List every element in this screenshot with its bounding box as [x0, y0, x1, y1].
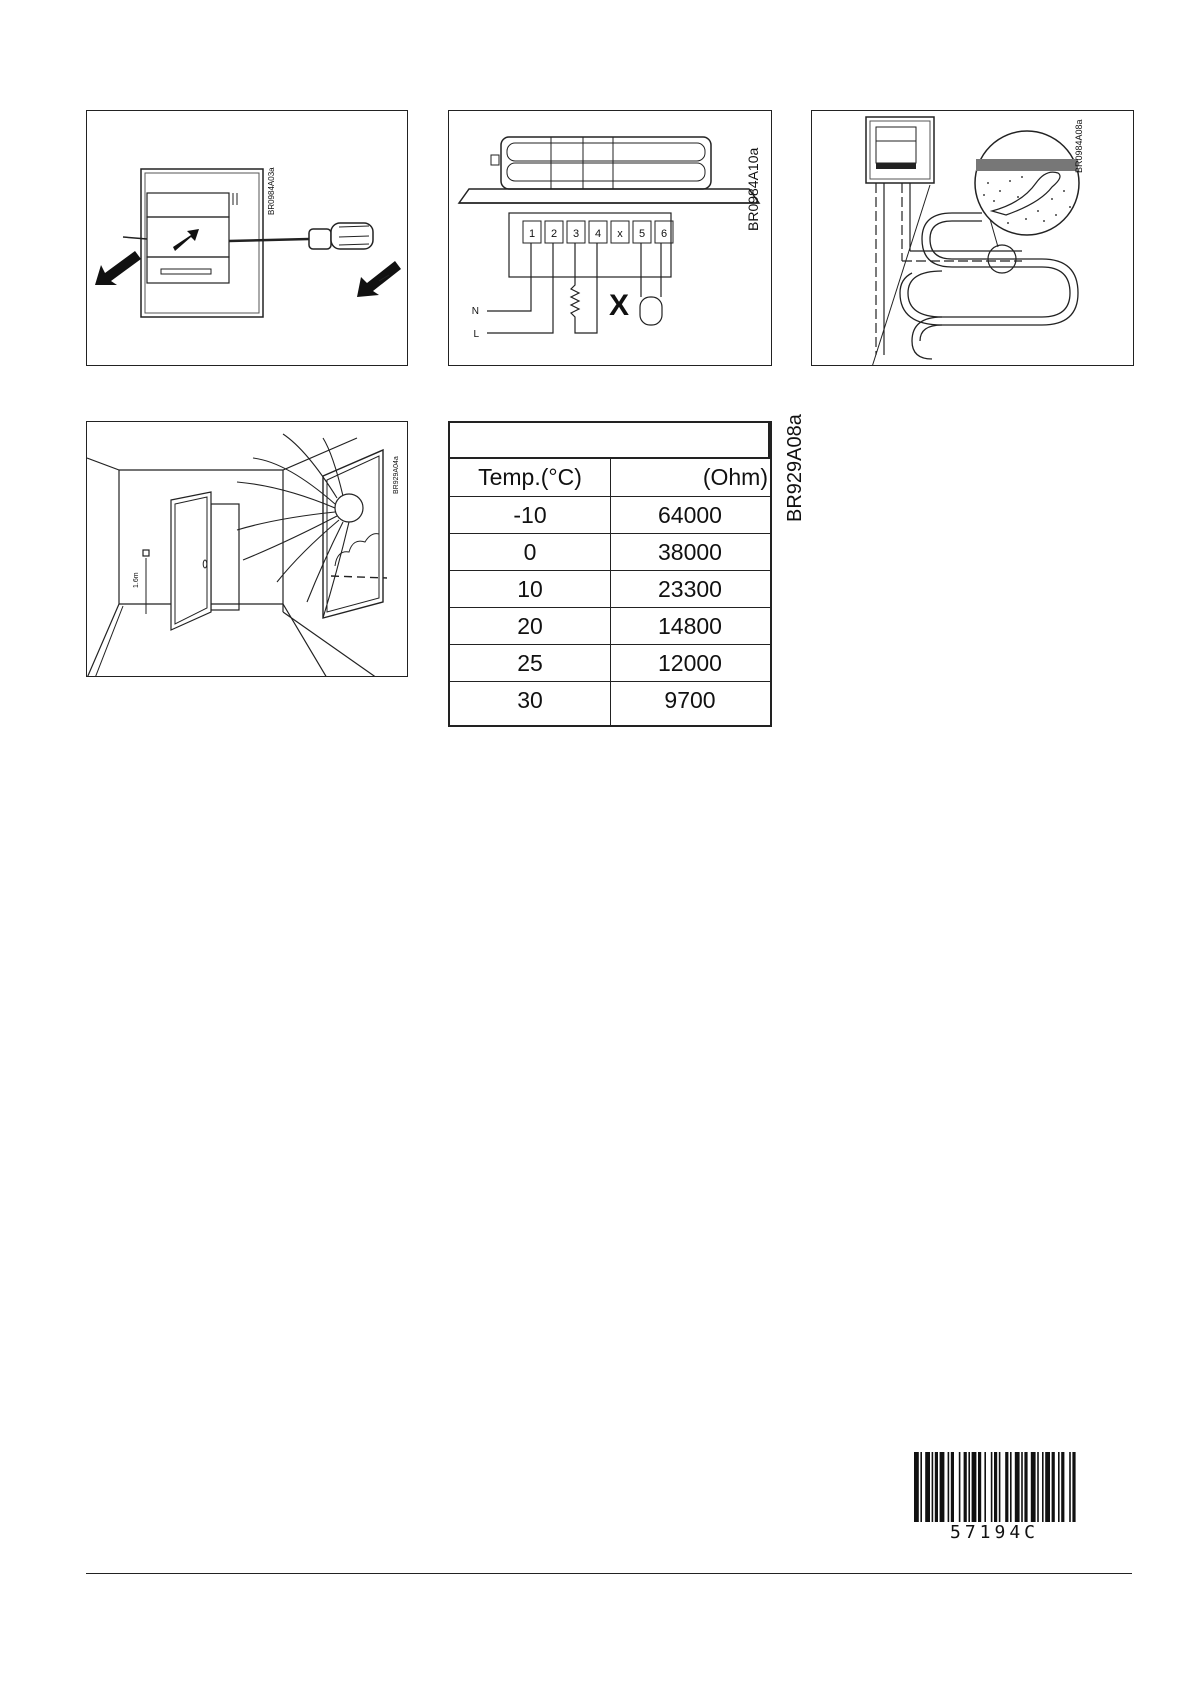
terminal-label: 1: [528, 228, 536, 240]
floor-sensor-illustration: [812, 111, 1134, 366]
temp-cell: 10: [517, 576, 543, 602]
terminal-label: 4: [594, 228, 602, 240]
barcode-bar: [935, 1452, 938, 1522]
table-figure-code: BR929A08a: [784, 414, 806, 522]
table-row: [450, 496, 770, 533]
ohm-cell: 38000: [658, 539, 722, 565]
temp-cell: 30: [517, 687, 543, 713]
barcode: [912, 1452, 1132, 1522]
terminal-label: 6: [660, 228, 668, 240]
table-title-row: [450, 423, 771, 459]
table-row: [450, 681, 770, 718]
room-illustration: [87, 422, 408, 677]
temp-cell: -10: [513, 502, 547, 528]
terminal-label: 2: [550, 228, 558, 240]
table-body: [450, 459, 770, 725]
barcode-bar: [1010, 1452, 1012, 1522]
barcode-bar: [999, 1452, 1001, 1522]
terminal-label: x: [617, 228, 623, 240]
figure-code: BR0984A03a: [267, 167, 276, 215]
barcode-bar: [932, 1452, 934, 1522]
barcode-bar: [1069, 1452, 1071, 1522]
header-temp: Temp.(°C): [478, 464, 582, 490]
cover-removal-illustration: [87, 111, 408, 366]
temp-cell: 0: [523, 539, 537, 565]
temp-cell: 20: [517, 613, 543, 639]
barcode-bar: [1058, 1452, 1060, 1522]
ohm-cell: 14800: [658, 613, 722, 639]
figure-cover-removal: [86, 110, 408, 366]
barcode-bar: [1061, 1452, 1064, 1522]
wire-label-n: N: [471, 306, 479, 317]
not-connected-mark: X: [608, 289, 630, 322]
sensor-resistance-table: [448, 421, 772, 727]
barcode-bar: [1052, 1452, 1055, 1522]
figure-room-placement: [86, 421, 408, 677]
barcode-number: 57194C: [950, 1522, 1040, 1543]
table-row: [450, 570, 770, 607]
ohm-cell: 9700: [664, 687, 716, 713]
ohm-cell: 64000: [658, 502, 722, 528]
terminal-label: 3: [572, 228, 580, 240]
table-row: [450, 533, 770, 570]
barcode-bar: [1037, 1452, 1039, 1522]
height-label: 1.6m: [133, 572, 140, 588]
table-row: [450, 644, 770, 681]
temp-cell: 25: [517, 650, 543, 676]
barcode-bar: [1021, 1452, 1023, 1522]
barcode-bar: [1045, 1452, 1050, 1522]
ohm-cell: 23300: [658, 576, 722, 602]
barcode-bar: [964, 1452, 967, 1522]
barcode-bar: [984, 1452, 986, 1522]
ohm-cell: 12000: [658, 650, 722, 676]
figure-floor-sensor: [811, 110, 1134, 366]
barcode-bar: [1015, 1452, 1020, 1522]
barcode-bar: [1031, 1452, 1036, 1522]
barcode-bar: [972, 1452, 977, 1522]
figure-code: BR0984A10a: [745, 147, 761, 231]
barcode-bar: [994, 1452, 997, 1522]
terminal-label: 5: [638, 228, 646, 240]
header-ohm: (Ohm): [702, 464, 768, 490]
barcode-bar: [1072, 1452, 1075, 1522]
barcode-bar: [920, 1452, 922, 1522]
barcode-bar: [978, 1452, 981, 1522]
barcode-bar: [951, 1452, 954, 1522]
barcode-bar: [991, 1452, 993, 1522]
barcode-bar: [1024, 1452, 1027, 1522]
wire-label-l: L: [473, 329, 479, 340]
barcode-bar: [968, 1452, 970, 1522]
wiring-diagram: [449, 111, 772, 366]
figure-code: BR929A04a: [393, 456, 400, 494]
table-header-row: [450, 459, 770, 496]
barcode-bar: [948, 1452, 950, 1522]
figure-wiring: [448, 110, 772, 366]
barcode-bar: [1042, 1452, 1044, 1522]
barcode-bar: [914, 1452, 919, 1522]
table-row: [450, 607, 770, 644]
figure-code: BR0984A08a: [1074, 119, 1084, 173]
footer-rule: [86, 1573, 1132, 1574]
barcode-bar: [940, 1452, 945, 1522]
barcode-bar: [959, 1452, 961, 1522]
barcode-bar: [1005, 1452, 1008, 1522]
barcode-bar: [925, 1452, 930, 1522]
